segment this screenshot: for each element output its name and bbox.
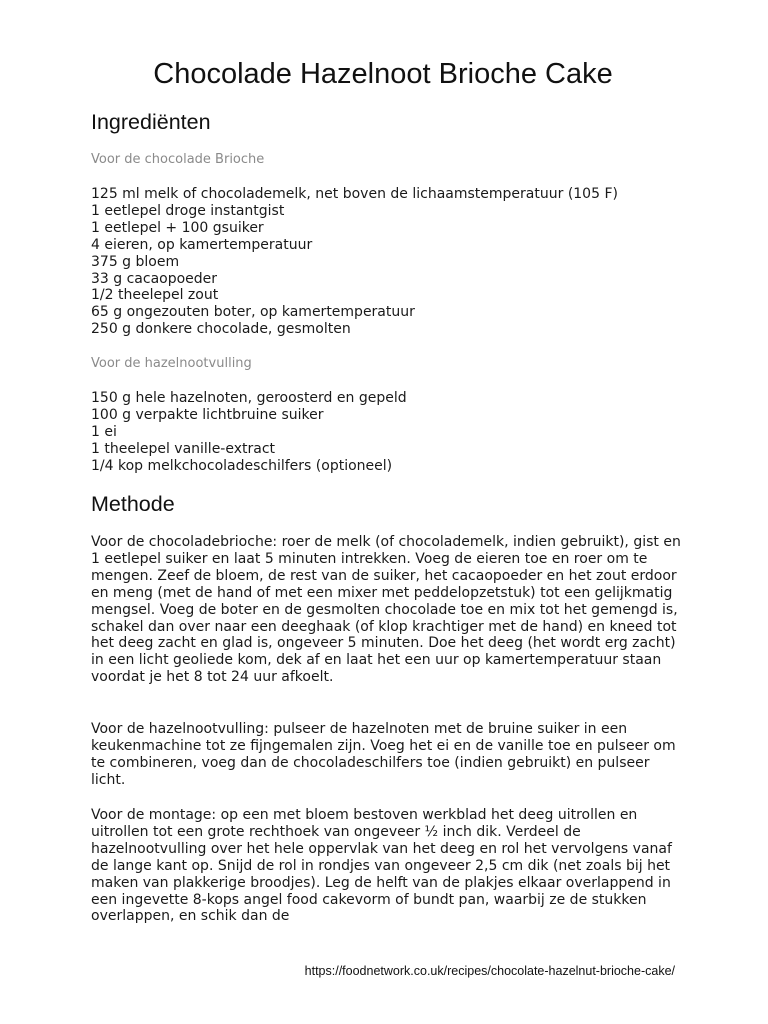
list-item: 1 eetlepel droge instantgist: [91, 202, 285, 219]
method-heading: Methode: [91, 492, 175, 516]
list-item: 1 eetlepel + 100 gsuiker: [91, 219, 264, 236]
method-paragraph-assembly: Voor de montage: op een met bloem bestoven werkblad het deeg uitrollen en uitrollen tot een grote rechthoek van ongeveer ½ inch dik. Verdeel de hazelnootvulling over het hele oppervlak van het deeg en rol het vervolgens vanaf de lange kant op. Snijd de rol in rondjes van ongeveer 2,5 cm dik (net zoals bij het maken van plakkerige broodjes). Leg de helft van de plakjes elkaar overlappend in een ingevette 8-kops angel food cakevorm of bundt pan, waarbij ze de stukken overlappen, en schik dan de: [91, 807, 672, 925]
list-item: 1/2 theelepel zout: [91, 287, 219, 304]
list-item: 250 g donkere chocolade, gesmolten: [91, 321, 351, 338]
list-item: 100 g verpakte lichtbruine suiker: [91, 406, 324, 423]
filling-ingredient-list: [91, 390, 407, 475]
method-paragraph-brioche: Voor de chocoladebrioche: roer de melk (of chocolademelk, indien gebruikt), gist en 1 eetlepel suiker en laat 5 minuten intrekken. Voeg de eieren toe en roer om te mengen. Zeef de bloem, de rest van de suiker, het cacaopoeder en het zout erdoor en meng (met de hand of met een mixer met peddelopzetstuk) tot een gelijkmatig mengsel. Voeg de boter en de gesmolten chocolade toe en mix tot het gemengd is, schakel dan over naar een deeghaak (of klop krachtiger met de hand) en kneed tot het deeg zacht en glad is, ongeveer 5 minuten. Doe het deeg (het wordt erg zacht) in een licht geoliede kom, dek af en laat het een uur op kamertemperatuur staan voordat je het 8 tot 24 uur afkoelt.: [91, 534, 681, 686]
list-item: 150 g hele hazelnoten, geroosterd en gepeld: [91, 390, 407, 406]
filling-subheading: Voor de hazelnootvulling: [91, 356, 252, 371]
brioche-subheading: Voor de chocolade Brioche: [91, 152, 265, 167]
list-item: 1/4 kop melkchocoladeschilfers (optioneel): [91, 457, 393, 474]
brioche-ingredient-list: [91, 186, 618, 338]
list-item: 33 g cacaopoeder: [91, 270, 218, 287]
ingredients-heading: Ingrediënten: [91, 110, 211, 134]
list-item: 1 theelepel vanille-extract: [91, 440, 276, 457]
list-item: 65 g ongezouten boter, op kamertemperatuur: [91, 304, 415, 321]
list-item: 125 ml melk of chocolademelk, net boven de lichaamstemperatuur (105 F): [91, 186, 618, 202]
list-item: 375 g bloem: [91, 253, 180, 270]
page-title: Chocolade Hazelnoot Brioche Cake: [153, 58, 613, 90]
method-paragraph-filling: Voor de hazelnootvulling: pulseer de hazelnoten met de bruine suiker in een keukenmachine tot ze fijngemalen zijn. Voeg het ei en de vanille toe en pulseer om te combineren, voeg dan de chocoladeschilfers toe (indien gebruikt) en pulseer licht.: [91, 721, 676, 788]
list-item: 1 ei: [91, 423, 117, 440]
list-item: 4 eieren, op kamertemperatuur: [91, 236, 313, 253]
source-url: https://foodnetwork.co.uk/recipes/chocolate-hazelnut-brioche-cake/: [304, 964, 675, 978]
